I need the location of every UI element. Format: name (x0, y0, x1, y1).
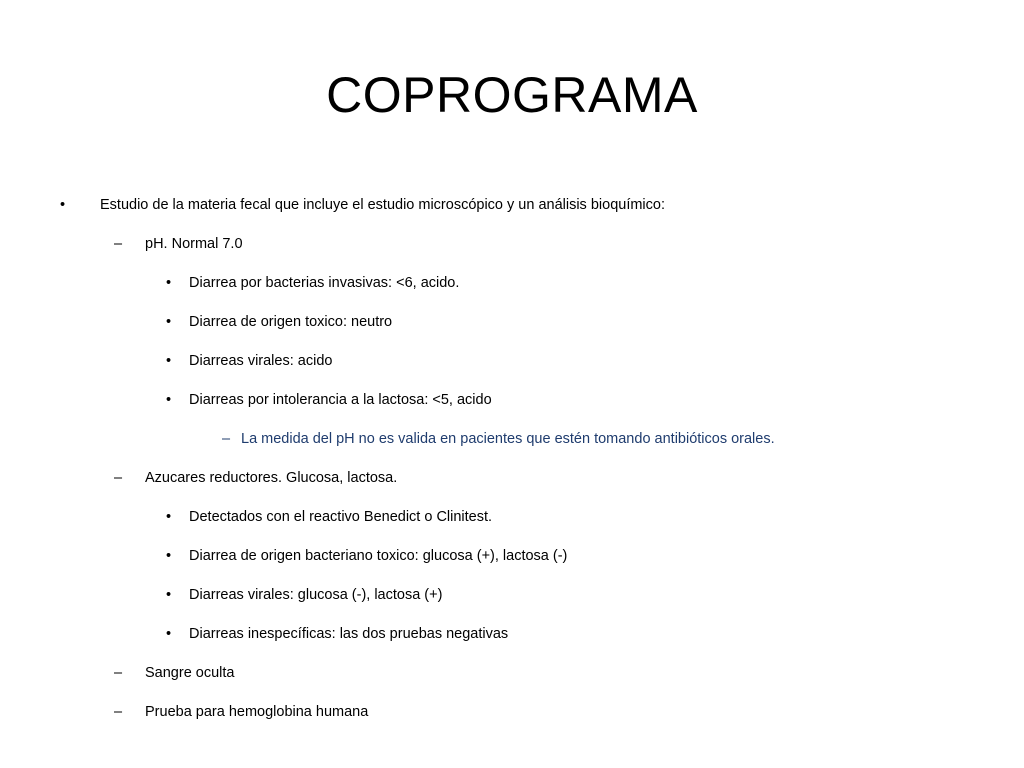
bullet-text: Estudio de la materia fecal que incluye el estudio microscópico y un análisis bioquímico: (100, 197, 665, 213)
bullet-text: Diarreas por intolerancia a la lactosa: <5, acido (189, 392, 492, 408)
bullet-text: Diarreas virales: acido (189, 353, 333, 369)
bullet-text: Diarrea de origen bacteriano toxico: glucosa (+), lactosa (-) (189, 548, 568, 564)
dash-marker: – (114, 470, 123, 486)
bullet-text: Azucares reductores. Glucosa, lactosa. (145, 470, 398, 486)
bullet-marker: • (166, 275, 172, 291)
bullet-marker: • (166, 548, 172, 564)
bullet-marker: • (166, 626, 172, 642)
bullet-text: Prueba para hemoglobina humana (145, 704, 369, 720)
bullet-text: pH. Normal 7.0 (145, 236, 243, 252)
bullet-text: Diarrea por bacterias invasivas: <6, acido. (189, 275, 460, 291)
dash-marker: – (222, 431, 231, 447)
bullet-text: La medida del pH no es valida en pacientes que estén tomando antibióticos orales. (241, 431, 775, 447)
bullet-text: Sangre oculta (145, 665, 235, 681)
bullet-text: Diarrea de origen toxico: neutro (189, 314, 393, 330)
dash-marker: – (114, 704, 123, 720)
bullet-marker: • (166, 392, 172, 408)
slide-title: COPROGRAMA (326, 67, 698, 123)
bullet-marker: • (60, 197, 66, 213)
bullet-text: Diarreas inespecíficas: las dos pruebas negativas (189, 626, 509, 642)
bullet-marker: • (166, 314, 172, 330)
dash-marker: – (114, 236, 123, 252)
bullet-marker: • (166, 509, 172, 525)
bullet-text: Diarreas virales: glucosa (-), lactosa (+) (189, 587, 443, 603)
bullet-marker: • (166, 587, 172, 603)
dash-marker: – (114, 665, 123, 681)
bullet-text: Detectados con el reactivo Benedict o Clinitest. (189, 509, 493, 525)
bullet-marker: • (166, 353, 172, 369)
